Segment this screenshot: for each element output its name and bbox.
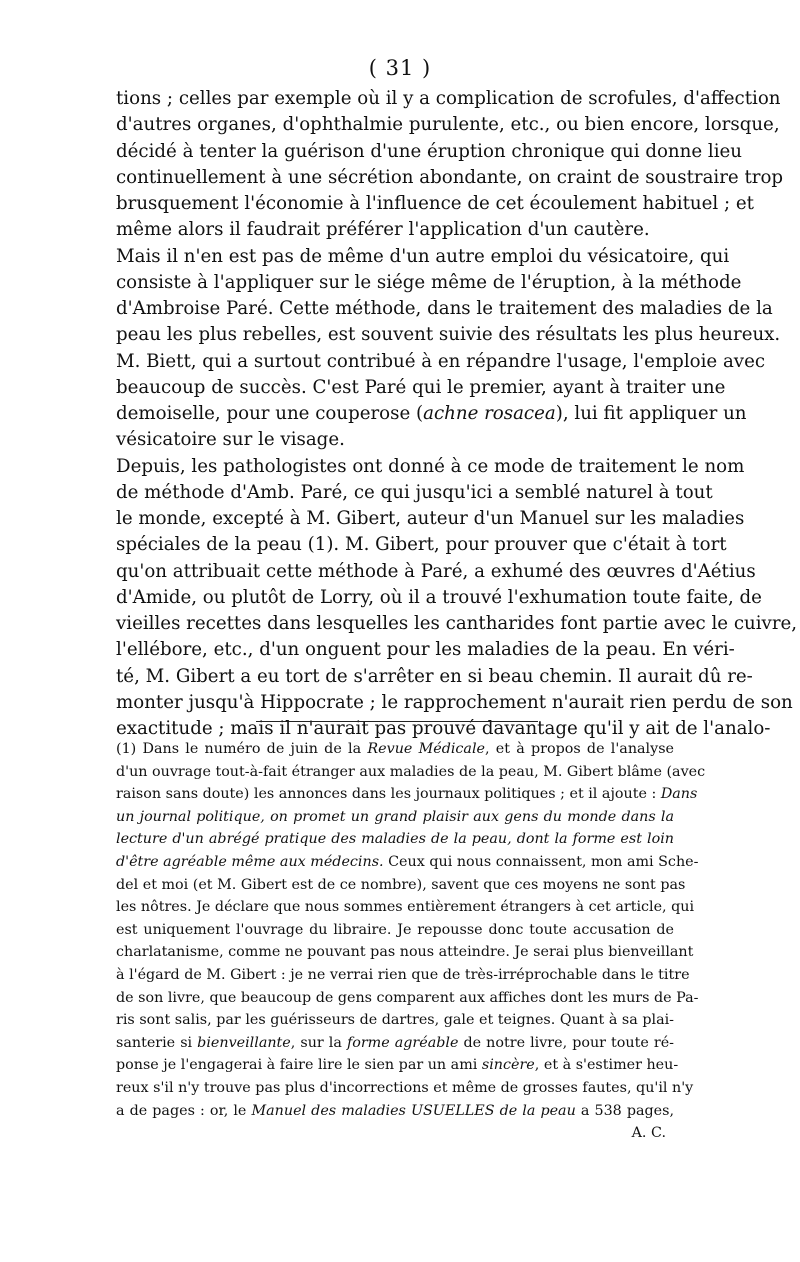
footnote-line: d'un ouvrage tout-à-fait étranger aux maladies de la peau, M. Gibert blâme (avec (116, 763, 706, 780)
text-line: même alors il faudrait préférer l'application d'un cautère. (116, 219, 650, 241)
text-run: a 538 pages, (575, 1102, 675, 1119)
italic-phrase: forme agréable (346, 1034, 459, 1051)
text-run: santerie si (116, 1034, 198, 1051)
signature: A. C. (631, 1125, 666, 1142)
text-line: spéciales de la peau (1). M. Gibert, pour prouver que c'était à tort (116, 534, 727, 556)
footnote-line (116, 851, 699, 874)
footnote-line (116, 1032, 674, 1055)
footnote-line: charlatanisme, comme ne pouvant pas nous atteindre. Je serai plus bienveillant (116, 944, 694, 961)
footnote-line (116, 1054, 679, 1077)
footnote-line (116, 738, 674, 761)
italic-phrase: Manuel des maladies USUELLES de la peau (251, 1102, 576, 1119)
footnote-line (116, 828, 674, 851)
text-line: peau les plus rebelles, est souvent suivie des résultats les plus heureux. (116, 324, 781, 346)
text-line: le monde, excepté à M. Gibert, auteur d'un Manuel sur les maladies (116, 508, 745, 529)
text-line: té, M. Gibert a eu tort de s'arrêter en si beau chemin. Il aurait dû re- (116, 665, 753, 687)
text-line: vieilles recettes dans lesquelles les cantharides font partie avec le cuivre, (116, 613, 798, 634)
footnote-separator (256, 721, 538, 722)
text-run: raison sans doute) les annonces dans les journaux politiques ; et il ajoute : (116, 786, 661, 803)
text-line: vésicatoire sur le visage. (116, 429, 345, 451)
footnote-line: de son livre, que beaucoup de gens comparent aux affiches dont les murs de Pa- (116, 989, 699, 1006)
text-line: Depuis, les pathologistes ont donné à ce mode de traitement le nom (116, 455, 745, 477)
italic-phrase: achne rosacea (423, 403, 556, 424)
text-line: qu'on attribuait cette méthode à Paré, a exhumé des œuvres d'Aétius (116, 560, 756, 582)
footnote-line: les nôtres. Je déclare que nous sommes entièrement étrangers à cet article, qui (116, 899, 695, 916)
italic-phrase: un journal politique, on promet un grand plaisir aux gens du monde dans la (116, 808, 674, 825)
text-line: de méthode d'Amb. Paré, ce qui jusqu'ici a semblé naturel à tout (116, 481, 713, 503)
text-line: consiste à l'appliquer sur le siége même de l'éruption, à la méthode (116, 271, 742, 293)
italic-phrase: lecture d'un abrégé pratique des maladies de la peau, dont la forme est loin (116, 831, 674, 848)
italic-phrase: Revue Médicale (367, 741, 485, 757)
text-line: décidé à tenter la guérison d'une éruption chronique qui donne lieu (116, 140, 743, 162)
footnote-line (116, 806, 674, 829)
text-line: beaucoup de succès. C'est Paré qui le premier, ayant à traiter une (116, 376, 726, 398)
footnote-line: del et moi (et M. Gibert est de ce nombre), savent que ces moyens ne sont pas (116, 876, 686, 893)
main-text (116, 86, 798, 742)
text-run: a de pages : or, le (116, 1102, 252, 1119)
text-line: d'autres organes, d'ophthalmie purulente, etc., ou bien encore, lorsque, (116, 114, 780, 136)
italic-phrase: Dans (660, 786, 698, 803)
text-run: (1) Dans le numéro de juin de la (116, 741, 368, 757)
footnote-line: à l'égard de M. Gibert : je ne verrai rien que de très-irréprochable dans le titre (116, 966, 690, 983)
text-line: tions ; celles par exemple où il y a complication de scrofules, d'affection (116, 88, 781, 109)
text-run: Ceux qui nous connaissent, mon ami Sche- (383, 853, 699, 870)
text-run: , et à s'estimer heu- (534, 1057, 679, 1074)
text-line: M. Biett, qui a surtout contribué à en répandre l'usage, l'emploie avec (116, 350, 766, 372)
text-line: Mais il n'en est pas de même d'un autre emploi du vésicatoire, qui (116, 245, 730, 267)
text-run: de notre livre, pour toute ré- (458, 1034, 674, 1051)
page-number: ( 31 ) (368, 56, 432, 80)
footnote-line (116, 1100, 674, 1123)
text-run: , sur la (290, 1034, 347, 1051)
text-run: , et à propos de l'analyse (485, 741, 674, 757)
text-run: ), lui fit appliquer un (555, 403, 747, 424)
text-line: d'Amide, ou plutôt de Lorry, où il a trouvé l'exhumation toute faite, de (116, 586, 762, 608)
text-line: exactitude ; mais il n'aurait pas prouvé davantage qu'il y ait de l'analo- (116, 718, 771, 739)
italic-phrase: bienveillante (197, 1034, 291, 1051)
italic-phrase: sincère (481, 1057, 535, 1074)
text-line (116, 401, 747, 427)
footnote-line: reux s'il n'y trouve pas plus d'incorrections et même de grosses fautes, qu'il n'y (116, 1079, 694, 1096)
text-line: l'ellébore, etc., d'un onguent pour les maladies de la peau. En véri- (116, 639, 735, 661)
italic-phrase: d'être agréable même aux médecins. (116, 853, 384, 870)
text-line: monter jusqu'à Hippocrate ; le rapprochement n'aurait rien perdu de son (116, 691, 793, 713)
text-line: brusquement l'économie à l'influence de cet écoulement habituel ; et (116, 193, 754, 214)
footnote (116, 738, 706, 1145)
text-line: d'Ambroise Paré. Cette méthode, dans le traitement des maladies de la (116, 298, 773, 319)
footnote-line: ris sont salis, par les guérisseurs de dartres, gale et teignes. Quant à sa plai- (116, 1012, 674, 1029)
text-run: demoiselle, pour une couperose ( (116, 403, 424, 424)
text-run: ponse je l'engagerai à faire lire le sien par un ami (116, 1057, 482, 1074)
footnote-line: est uniquement l'ouvrage du libraire. Je repousse donc toute accusation de (116, 921, 674, 938)
footnote-line (116, 783, 698, 806)
text-line: continuellement à une sécrétion abondante, on craint de soustraire trop (116, 166, 784, 188)
